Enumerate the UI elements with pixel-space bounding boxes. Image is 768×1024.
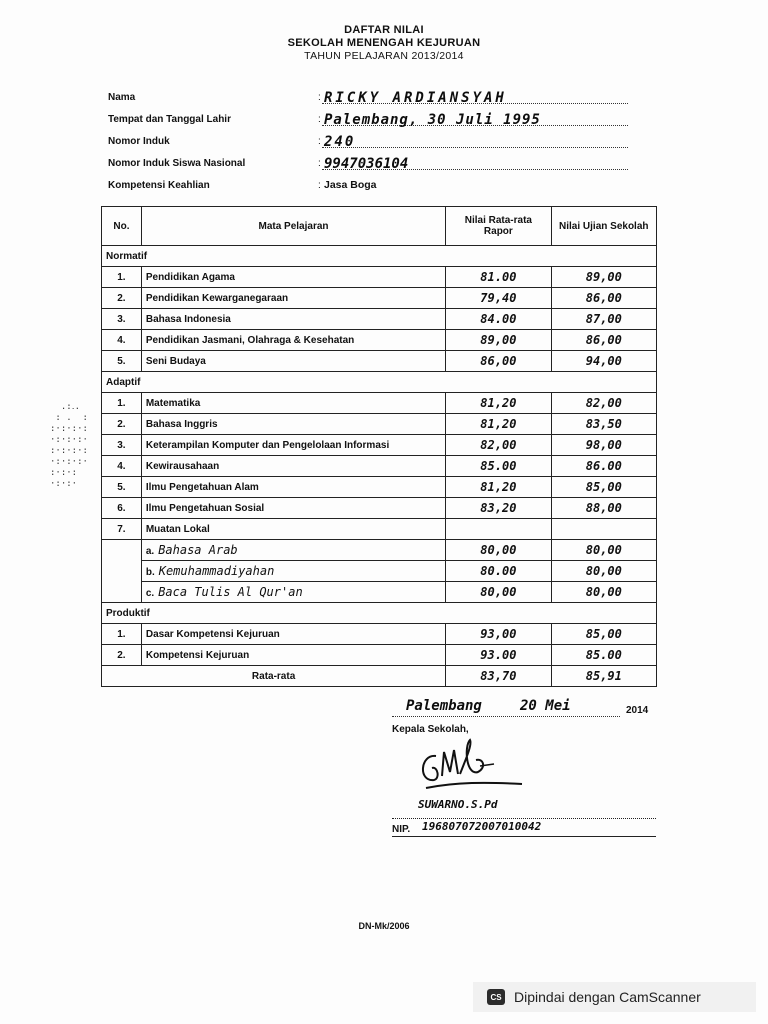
kompetensi-value: Jasa Boga — [324, 179, 377, 191]
exam-grade: 94,00 — [551, 351, 656, 372]
exam-grade: 98,00 — [551, 435, 656, 456]
table-row — [102, 288, 657, 309]
rapor-grade: 81,20 — [446, 477, 551, 498]
exam-grade: 86,00 — [551, 288, 656, 309]
average-row — [102, 666, 657, 687]
row-number: 7. — [102, 519, 142, 540]
nip-label: NIP. — [392, 824, 411, 835]
row-number: 1. — [102, 624, 142, 645]
exam-grade: 82,00 — [551, 393, 656, 414]
table-row — [102, 330, 657, 351]
nisn-label: Nomor Induk Siswa Nasional — [108, 158, 246, 169]
rapor-grade: 84.00 — [446, 309, 551, 330]
subject-name: Kewirausahaan — [141, 456, 445, 477]
row-number: 2. — [102, 288, 142, 309]
camscanner-watermark — [473, 982, 756, 1012]
item-prefix: a. — [145, 546, 155, 557]
info-row-ttl — [108, 106, 628, 128]
colon: : — [318, 158, 321, 169]
sign-name: SUWARNO.S.Pd — [418, 798, 498, 811]
row-number: 5. — [102, 351, 142, 372]
exam-grade: 85.00 — [551, 645, 656, 666]
section-produktif — [102, 603, 657, 624]
header-subject: Mata Pelajaran — [141, 207, 445, 246]
form-code: DN-Mk/2006 — [358, 921, 410, 931]
table-row — [102, 351, 657, 372]
handwritten-signature — [406, 736, 526, 801]
exam-grade: 83,50 — [551, 414, 656, 435]
header-year: TAHUN PELAJARAN 2013/2014 — [304, 50, 464, 62]
exam-grade: 87,00 — [551, 309, 656, 330]
induk-label: Nomor Induk — [108, 136, 170, 147]
subject-name: Pendidikan Kewarganegaraan — [141, 288, 445, 309]
rapor-grade — [446, 519, 551, 540]
info-row-kompetensi — [108, 172, 628, 194]
section-produktif-label: Produktif — [102, 603, 657, 624]
section-normatif — [102, 246, 657, 267]
table-row — [102, 414, 657, 435]
section-adaptif-label: Adaptif — [102, 372, 657, 393]
table-row — [102, 393, 657, 414]
subject-name: Ilmu Pengetahuan Sosial — [141, 498, 445, 519]
header-rapor: Nilai Rata-rata Rapor — [446, 207, 551, 246]
exam-grade — [551, 519, 656, 540]
dotted-line — [322, 147, 628, 148]
document-header — [0, 24, 768, 63]
row-number — [102, 561, 142, 582]
row-number: 4. — [102, 456, 142, 477]
rapor-grade: 93.00 — [446, 645, 551, 666]
row-number: 3. — [102, 309, 142, 330]
exam-grade: 80,00 — [551, 582, 656, 603]
local-subject — [141, 582, 445, 603]
subject-name: Bahasa Indonesia — [141, 309, 445, 330]
colon: : — [318, 136, 321, 147]
rapor-grade: 89,00 — [446, 330, 551, 351]
student-info — [108, 84, 628, 194]
exam-grade: 80,00 — [551, 540, 656, 561]
rapor-grade: 81,20 — [446, 414, 551, 435]
sign-place-date — [392, 700, 656, 722]
table-header-row — [102, 207, 657, 246]
camscanner-text: Dipindai dengan CamScanner — [514, 989, 701, 1005]
rapor-grade: 80.00 — [446, 561, 551, 582]
info-row-induk — [108, 128, 628, 150]
table-row — [102, 519, 657, 540]
dotted-line — [392, 818, 656, 819]
rapor-grade: 80,00 — [446, 540, 551, 561]
header-ujian: Nilai Ujian Sekolah — [551, 207, 656, 246]
header-title: DAFTAR NILAI — [344, 24, 424, 36]
exam-grade: 86.00 — [551, 456, 656, 477]
exam-grade: 85,00 — [551, 477, 656, 498]
row-number: 4. — [102, 330, 142, 351]
table-row — [102, 582, 657, 603]
nama-label: Nama — [108, 92, 136, 103]
table-row — [102, 309, 657, 330]
nama-value: RICKY ARDIANSYAH — [324, 90, 507, 106]
table-row — [102, 477, 657, 498]
table-row — [102, 498, 657, 519]
subject-name: Pendidikan Agama — [141, 267, 445, 288]
table-row — [102, 645, 657, 666]
row-number — [102, 582, 142, 603]
exam-grade: 88,00 — [551, 498, 656, 519]
subject-name: Matematika — [141, 393, 445, 414]
average-rapor: 83,70 — [446, 666, 551, 687]
table-row — [102, 540, 657, 561]
row-number: 1. — [102, 393, 142, 414]
rapor-grade: 86,00 — [446, 351, 551, 372]
table-row — [102, 561, 657, 582]
sign-title: Kepala Sekolah, — [392, 724, 469, 735]
average-exam: 85,91 — [551, 666, 656, 687]
local-subject — [141, 540, 445, 561]
rapor-grade: 85.00 — [446, 456, 551, 477]
colon: : — [318, 114, 321, 125]
kompetensi-label: Kompetensi Keahlian — [108, 180, 210, 191]
local-subject-name: Kemuhammadiyahan — [158, 564, 275, 578]
dotted-line — [392, 716, 620, 717]
grades-body — [102, 246, 657, 687]
subject-name: Dasar Kompetensi Kejuruan — [141, 624, 445, 645]
sign-date: 20 Mei — [520, 698, 571, 714]
info-row-nisn — [108, 150, 628, 172]
grades-table — [101, 206, 657, 687]
header-school: SEKOLAH MENENGAH KEJURUAN — [287, 37, 481, 49]
row-number: 1. — [102, 267, 142, 288]
row-number: 2. — [102, 414, 142, 435]
colon: : — [318, 180, 321, 191]
induk-value: 240 — [324, 134, 356, 150]
subject-name: Bahasa Inggris — [141, 414, 445, 435]
table-row — [102, 456, 657, 477]
rapor-grade: 93,00 — [446, 624, 551, 645]
row-number: 3. — [102, 435, 142, 456]
exam-grade: 85,00 — [551, 624, 656, 645]
table-row — [102, 435, 657, 456]
local-subject-name: Baca Tulis Al Qur'an — [158, 585, 303, 599]
camscanner-icon: CS — [487, 989, 505, 1005]
table-row — [102, 624, 657, 645]
ttl-label: Tempat dan Tanggal Lahir — [108, 114, 231, 125]
header-no: No. — [102, 207, 142, 246]
stamp-marks: .:․. : . : :·:·:·: ·:·:·:· :·:·:·: ·:·:·:· :·:·: ·:·:· — [50, 402, 88, 489]
row-number: 2. — [102, 645, 142, 666]
nisn-value: 9947036104 — [324, 156, 409, 172]
rapor-grade: 83,20 — [446, 498, 551, 519]
ttl-value: Palembang, 30 Juli 1995 — [324, 112, 541, 128]
subject-name: Pendidikan Jasmani, Olahraga & Kesehatan — [141, 330, 445, 351]
average-label: Rata-rata — [102, 666, 446, 687]
rapor-grade: 81,20 — [446, 393, 551, 414]
row-number: 5. — [102, 477, 142, 498]
exam-grade: 80,00 — [551, 561, 656, 582]
item-prefix: c. — [145, 588, 155, 599]
section-normatif-label: Normatif — [102, 246, 657, 267]
item-prefix: b. — [145, 567, 155, 578]
row-number — [102, 540, 142, 561]
info-row-nama — [108, 84, 628, 106]
row-number: 6. — [102, 498, 142, 519]
nip-value: 196807072007010042 — [422, 820, 542, 833]
subject-name: Muatan Lokal — [141, 519, 445, 540]
rapor-grade: 81.00 — [446, 267, 551, 288]
rapor-grade: 82,00 — [446, 435, 551, 456]
rapor-grade: 80,00 — [446, 582, 551, 603]
section-adaptif — [102, 372, 657, 393]
subject-name: Seni Budaya — [141, 351, 445, 372]
colon: : — [318, 92, 321, 103]
exam-grade: 86,00 — [551, 330, 656, 351]
sign-city: Palembang — [406, 698, 482, 714]
exam-grade: 89,00 — [551, 267, 656, 288]
local-subject — [141, 561, 445, 582]
subject-name: Ilmu Pengetahuan Alam — [141, 477, 445, 498]
subject-name: Kompetensi Kejuruan — [141, 645, 445, 666]
sign-year: 2014 — [626, 705, 649, 716]
underline — [392, 836, 656, 837]
local-subject-name: Bahasa Arab — [158, 543, 238, 557]
table-row — [102, 267, 657, 288]
rapor-grade: 79,40 — [446, 288, 551, 309]
subject-name: Keterampilan Komputer dan Pengelolaan Informasi — [141, 435, 445, 456]
